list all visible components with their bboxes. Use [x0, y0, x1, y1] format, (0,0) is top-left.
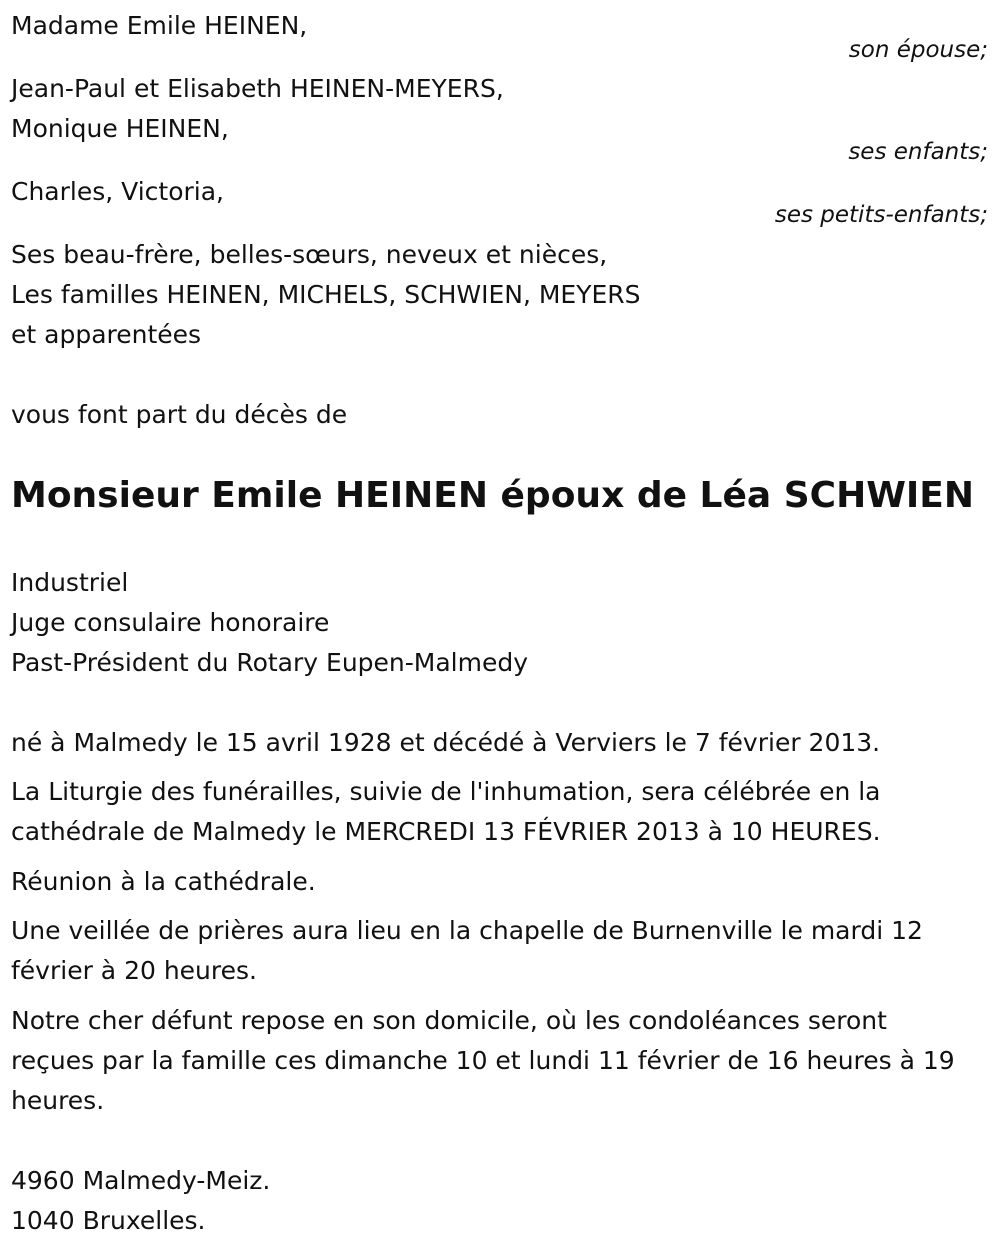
- grandchildren-role: ses petits-enfants;: [774, 202, 988, 228]
- vigil-line: Une veillée de prières aura lieu en la chapelle de Burnenville le mardi 12: [11, 916, 923, 945]
- title-line: Industriel: [11, 568, 129, 597]
- address-line: 1040 Bruxelles.: [11, 1206, 206, 1235]
- spouse-role: son épouse;: [848, 37, 988, 63]
- deceased-title: Monsieur Emile HEINEN époux de Léa SCHWIEN: [11, 475, 975, 516]
- title-line: Past-Président du Rotary Eupen-Malmedy: [11, 648, 529, 677]
- rest-line: Notre cher défunt repose en son domicile, où les condoléances seront: [11, 1006, 887, 1035]
- child-line: Jean-Paul et Elisabeth HEINEN-MEYERS,: [11, 74, 504, 103]
- birth-death-text: né à Malmedy le 15 avril 1928 et décédé à Verviers le 7 février 2013.: [11, 728, 881, 757]
- child-line: Monique HEINEN,: [11, 114, 229, 143]
- children-role: ses enfants;: [848, 139, 988, 165]
- address-line: 4960 Malmedy-Meiz.: [11, 1166, 271, 1195]
- rest-line: heures.: [11, 1086, 105, 1115]
- relatives-line: Ses beau-frère, belles-sœurs, neveux et nièces,: [11, 240, 608, 269]
- announcement-text: vous font part du décès de: [11, 400, 348, 429]
- title-line: Juge consulaire honoraire: [11, 608, 330, 637]
- relatives-line: et apparentées: [11, 320, 202, 349]
- liturgy-line: cathédrale de Malmedy le MERCREDI 13 FÉVRIER 2013 à 10 HEURES.: [11, 817, 881, 846]
- vigil-line: février à 20 heures.: [11, 956, 257, 985]
- liturgy-line: La Liturgie des funérailles, suivie de l'inhumation, sera célébrée en la: [11, 777, 881, 806]
- meeting-text: Réunion à la cathédrale.: [11, 867, 316, 896]
- spouse-name: Madame Emile HEINEN,: [11, 11, 308, 40]
- relatives-line: Les familles HEINEN, MICHELS, SCHWIEN, MEYERS: [11, 280, 641, 309]
- grandchildren-names: Charles, Victoria,: [11, 177, 224, 206]
- rest-line: reçues par la famille ces dimanche 10 et lundi 11 février de 16 heures à 19: [11, 1046, 955, 1075]
